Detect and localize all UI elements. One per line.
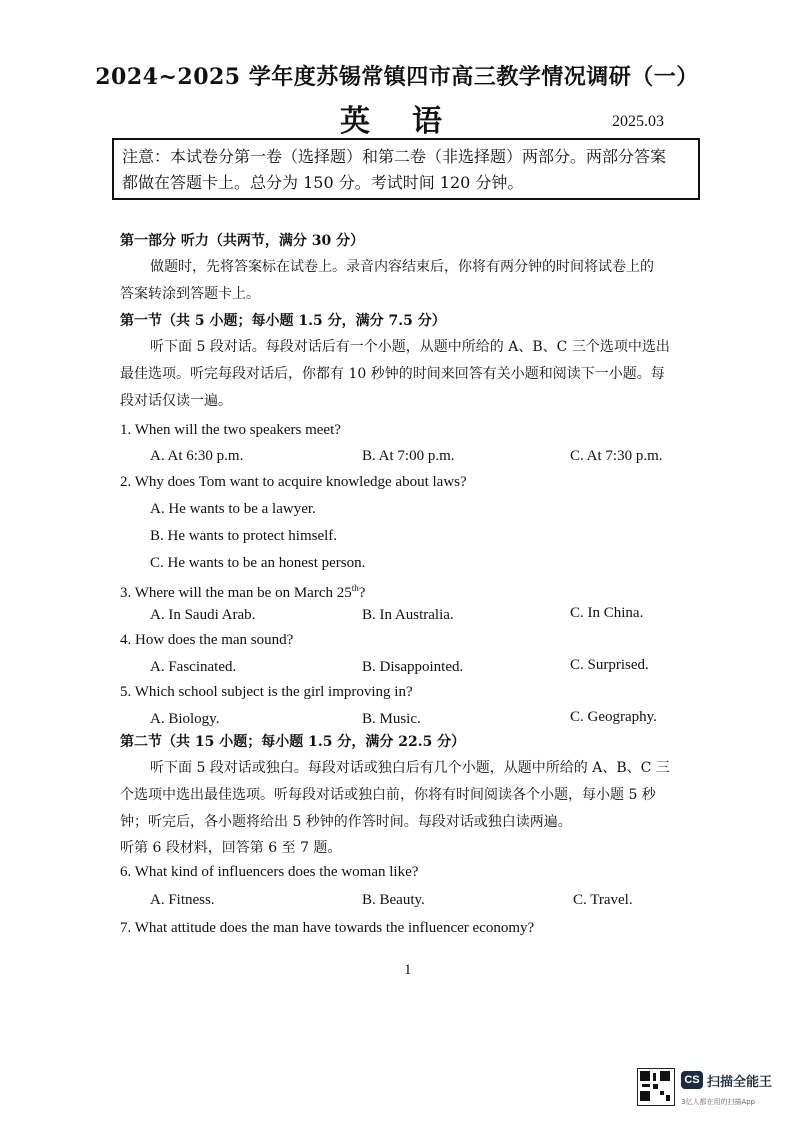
question-3 xyxy=(120,579,365,602)
section1-instr-line-1: 听下面 5 段对话。每段对话后有一个小题，从题中所给的 A、B、C 三个选项中选出 xyxy=(150,339,670,355)
section1-instr-line-3: 段对话仅读一遍。 xyxy=(120,393,232,409)
part1-heading: 第一部分 听力（共两节，满分 30 分） xyxy=(120,233,365,249)
notice-line-2: 都做在答题卡上。总分为 150 分。考试时间 120 分钟。 xyxy=(122,173,524,192)
q6-option-b: B. Beauty. xyxy=(362,892,425,908)
exam-title: 2024~2025 学年度苏锡常镇四市高三教学情况调研（一） xyxy=(95,64,699,90)
q3-option-b: B. In Australia. xyxy=(362,607,454,623)
question-5: 5. Which school subject is the girl improving in? xyxy=(120,684,413,700)
q2-option-a: A. He wants to be a lawyer. xyxy=(150,501,316,517)
notice-box xyxy=(112,138,700,200)
question-2: 2. Why does Tom want to acquire knowledge about laws? xyxy=(120,474,467,490)
section1-instr-line-2: 最佳选项。听完每段对话后，你都有 10 秒钟的时间来回答有关小题和阅读下一小题。每 xyxy=(120,366,665,382)
q4-option-b: B. Disappointed. xyxy=(362,659,464,675)
q1-option-b: B. At 7:00 p.m. xyxy=(362,448,455,464)
scanner-name: 扫描全能王 xyxy=(707,1075,773,1090)
qr-code-icon xyxy=(637,1068,675,1106)
q2-option-b: B. He wants to protect himself. xyxy=(150,528,338,544)
scanner-tagline: 3亿人都在用的扫描App xyxy=(681,1098,756,1106)
q3-mark: ? xyxy=(358,585,366,601)
q6-option-a: A. Fitness. xyxy=(150,892,215,908)
q5-option-a: A. Biology. xyxy=(150,711,220,727)
question-6: 6. What kind of influencers does the woman like? xyxy=(120,864,419,880)
section2-instr-line-2: 个选项中选出最佳选项。听每段对话或独白前，你将有时间阅读各个小题，每小题 5 秒 xyxy=(120,787,656,803)
section2-instr-line-1: 听下面 5 段对话或独白。每段对话或独白后有几个小题，从题中所给的 A、B、C 三 xyxy=(150,760,670,776)
part1-intro-line-2: 答案转涂到答题卡上。 xyxy=(120,286,260,302)
part1-intro-line-1: 做题时，先将答案标在试卷上。录音内容结束后，你将有两分钟的时间将试卷上的 xyxy=(150,259,654,275)
q1-option-a: A. At 6:30 p.m. xyxy=(150,448,244,464)
q1-option-c: C. At 7:30 p.m. xyxy=(570,448,663,464)
q4-option-c: C. Surprised. xyxy=(570,657,649,673)
q5-option-b: B. Music. xyxy=(362,711,421,727)
q5-option-c: C. Geography. xyxy=(570,709,657,725)
section1-heading: 第一节（共 5 小题；每小题 1.5 分，满分 7.5 分） xyxy=(120,313,446,329)
page-number: 1 xyxy=(404,962,412,978)
q6-option-c: C. Travel. xyxy=(573,892,633,908)
section2-instr-line-3: 钟；听完后，各小题将给出 5 秒钟的作答时间。每段对话或独白读两遍。 xyxy=(120,814,572,830)
q3-text: 3. Where will the man be on March 25 xyxy=(120,585,352,601)
notice-line-1: 注意：本试卷分第一卷（选择题）和第二卷（非选择题）两部分。两部分答案 xyxy=(122,147,667,166)
subject-title: 英语 xyxy=(340,104,484,139)
question-7: 7. What attitude does the man have towards the influencer economy? xyxy=(120,920,535,936)
exam-date: 2025.03 xyxy=(612,113,664,130)
question-1: 1. When will the two speakers meet? xyxy=(120,422,341,438)
material-6-instruction: 听第 6 段材料，回答第 6 至 7 题。 xyxy=(120,840,342,856)
q3-option-c: C. In China. xyxy=(570,605,644,621)
question-4: 4. How does the man sound? xyxy=(120,632,294,648)
q2-option-c: C. He wants to be an honest person. xyxy=(150,555,366,571)
q3-option-a: A. In Saudi Arab. xyxy=(150,607,256,623)
scanner-logo-icon: CS xyxy=(681,1071,703,1089)
q3-superscript: th xyxy=(351,583,359,593)
section2-heading: 第二节（共 15 小题；每小题 1.5 分，满分 22.5 分） xyxy=(120,734,466,750)
q4-option-a: A. Fascinated. xyxy=(150,659,237,675)
